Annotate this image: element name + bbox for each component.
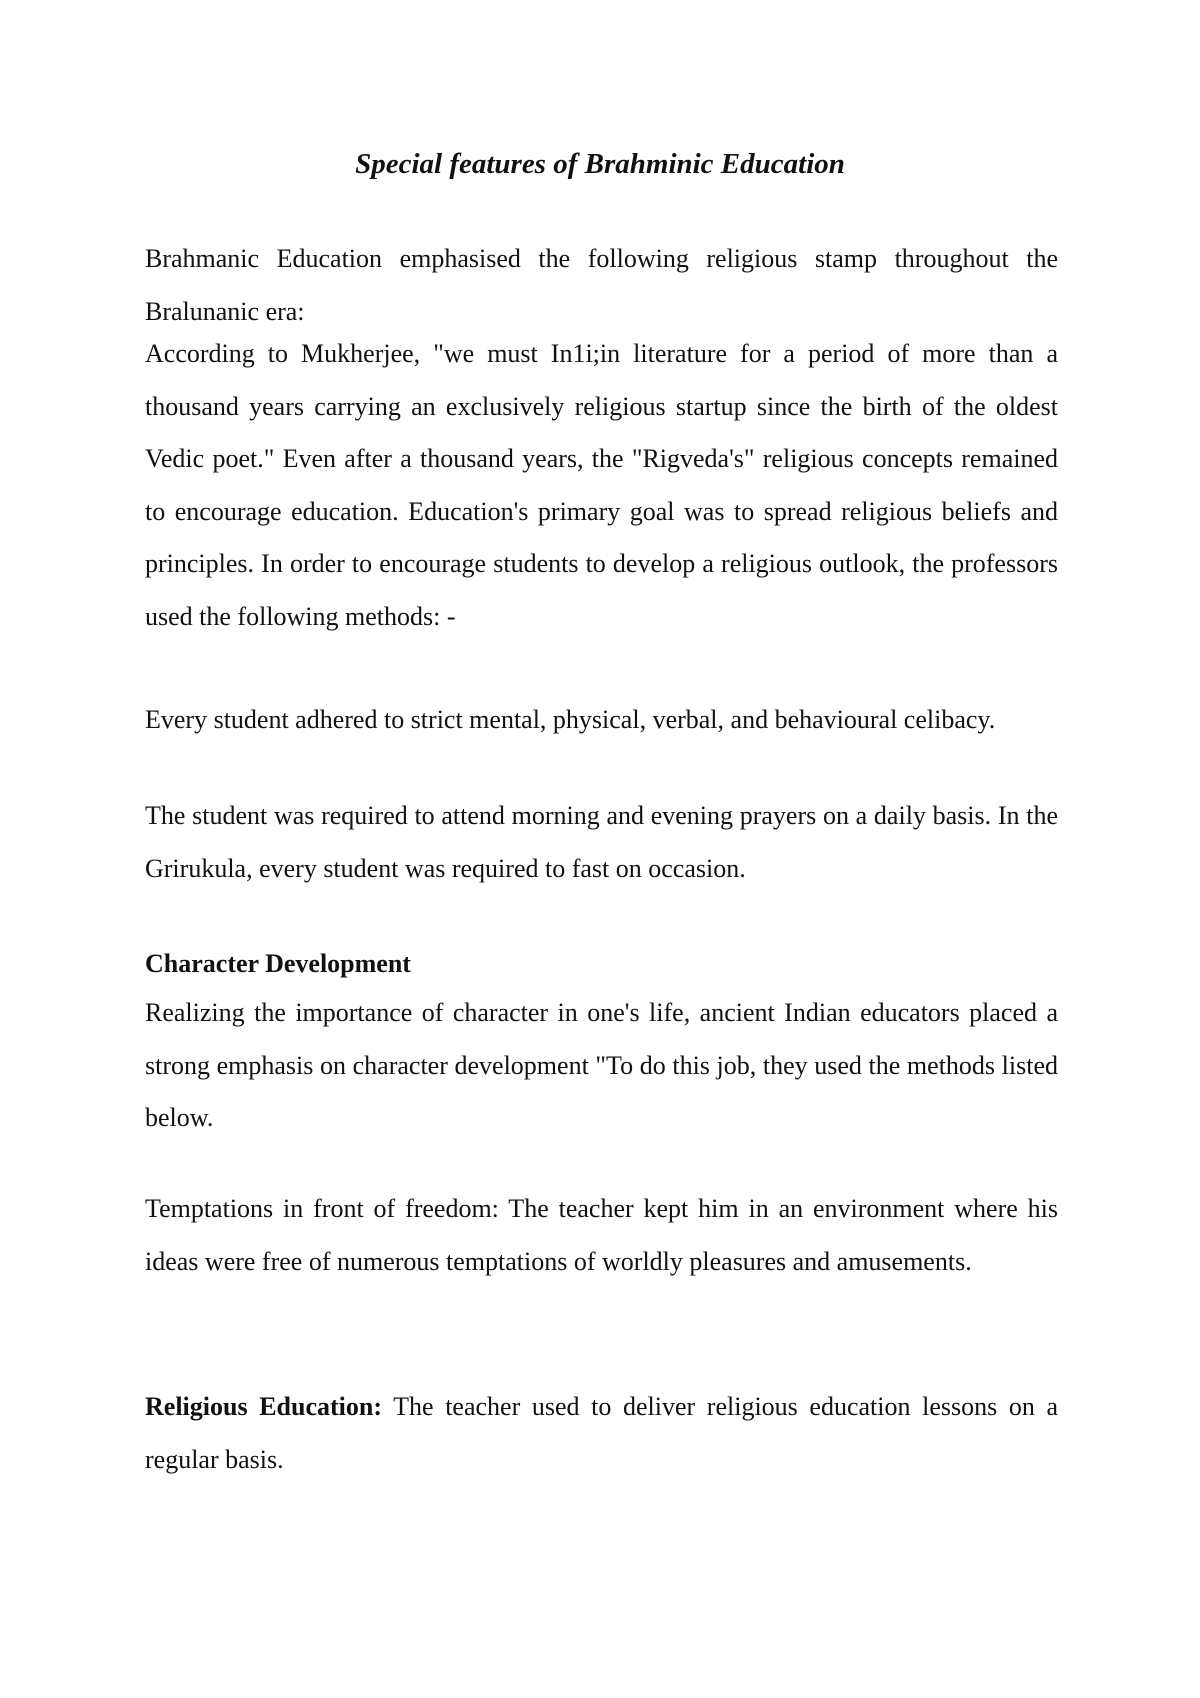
- character-paragraph: Realizing the importance of character in one's life, ancient Indian educators placed a strong emphasis on character development "To do this job, they used the methods listed below.: [145, 998, 1058, 1132]
- prayers-paragraph: The student was required to attend morning and evening prayers on a daily basis. In the Grirukula, every student was required to fast on occasion.: [145, 801, 1058, 883]
- page-title: Special features of Brahminic Education: [355, 148, 845, 180]
- character-heading: Character Development: [145, 949, 411, 978]
- religious-education-label: Religious Education:: [145, 1392, 382, 1421]
- religious-education-paragraph: [145, 1381, 1058, 1486]
- intro-paragraph: Brahmanic Education emphasised the following religious stamp throughout the Bralunanic era:: [145, 244, 1058, 326]
- celibacy-paragraph: Every student adhered to strict mental, physical, verbal, and behavioural celibacy.: [145, 705, 996, 734]
- quote-paragraph: According to Mukherjee, "we must In1i;in literature for a period of more than a thousand years carrying an exclusively religious startup since the birth of the oldest Vedic poet." Even after a thousand years, the "Rigveda's" religious concepts remained to encourage education. Education's primary goal was to spread religious beliefs and principles. In order to encourage students to develop a religious outlook, the professors used the following methods: -: [145, 339, 1058, 631]
- religious-education-text: The teacher used to deliver religious education lessons on a regular basis.: [145, 1392, 1058, 1474]
- temptations-paragraph: Temptations in front of freedom: The teacher kept him in an environment where his ideas were free of numerous temptations of worldly pleasures and amusements.: [145, 1194, 1058, 1276]
